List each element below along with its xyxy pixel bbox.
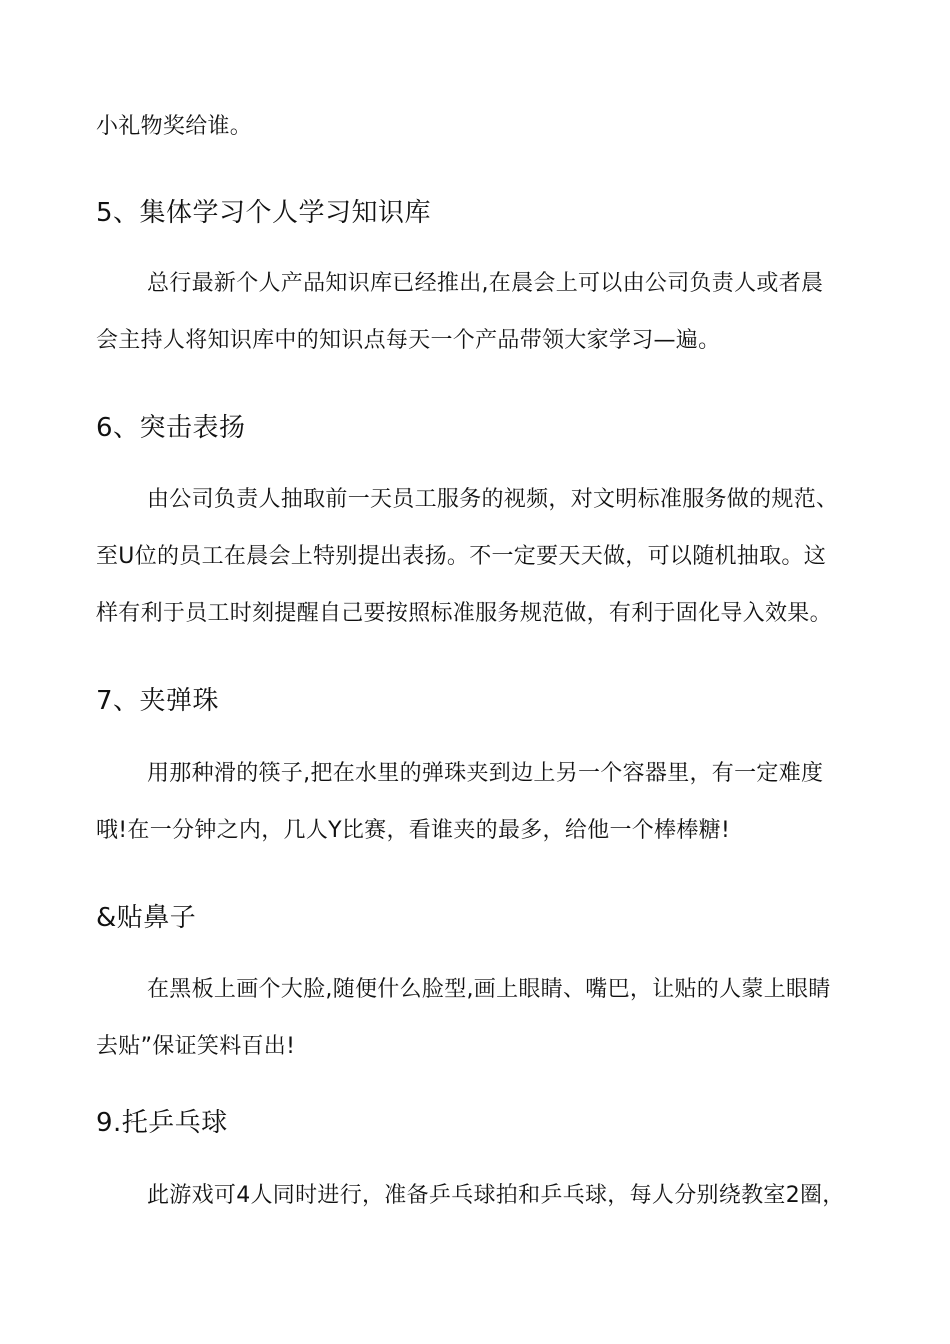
paragraph-line: 哦!在一分钟之内，几人Y比赛，看谁夹的最多，给他一个棒棒糖! xyxy=(96,818,731,843)
paragraph-line: 小礼物奖给谁。 xyxy=(96,114,253,139)
section-heading-6: 6、突击表扬 xyxy=(96,413,246,443)
section-heading-5: 5、集体学习个人学习知识库 xyxy=(96,198,432,228)
paragraph-line: 总行最新个人产品知识库已经推出,在晨会上可以由公司负责人或者晨 xyxy=(147,271,824,296)
paragraph-line: 至U位的员工在晨会上特别提出表扬。不一定要天天做，可以随机抽取。这 xyxy=(96,544,827,569)
paragraph-line: 由公司负责人抽取前一天员工服务的视频，对文明标准服务做的规范、 xyxy=(147,487,839,512)
paragraph-line: 去贴”保证笑料百出! xyxy=(96,1034,296,1059)
paragraph-line: 用那种滑的筷子,把在水里的弹珠夹到边上另一个容器里，有一定难度 xyxy=(147,761,824,786)
paragraph-line: 会主持人将知识库中的知识点每天一个产品带领大家学习—遍。 xyxy=(96,328,721,353)
paragraph-line: 此游戏可4人同时进行，准备乒乓球拍和乒乓球，每人分别绕教室2圈， xyxy=(147,1183,845,1208)
section-heading-7: 7、夹弹珠 xyxy=(96,686,220,716)
section-heading-8: &贴鼻子 xyxy=(96,903,197,933)
section-heading-9: 9.托乒乓球 xyxy=(96,1108,228,1138)
paragraph-line: 在黑板上画个大脸,随便什么脸型,画上眼睛、嘴巴，让贴的人蒙上眼睛 xyxy=(147,977,831,1002)
paragraph-line: 样有利于员工时刻提醒自己要按照标准服务规范做，有利于固化导入效果。 xyxy=(96,601,832,626)
